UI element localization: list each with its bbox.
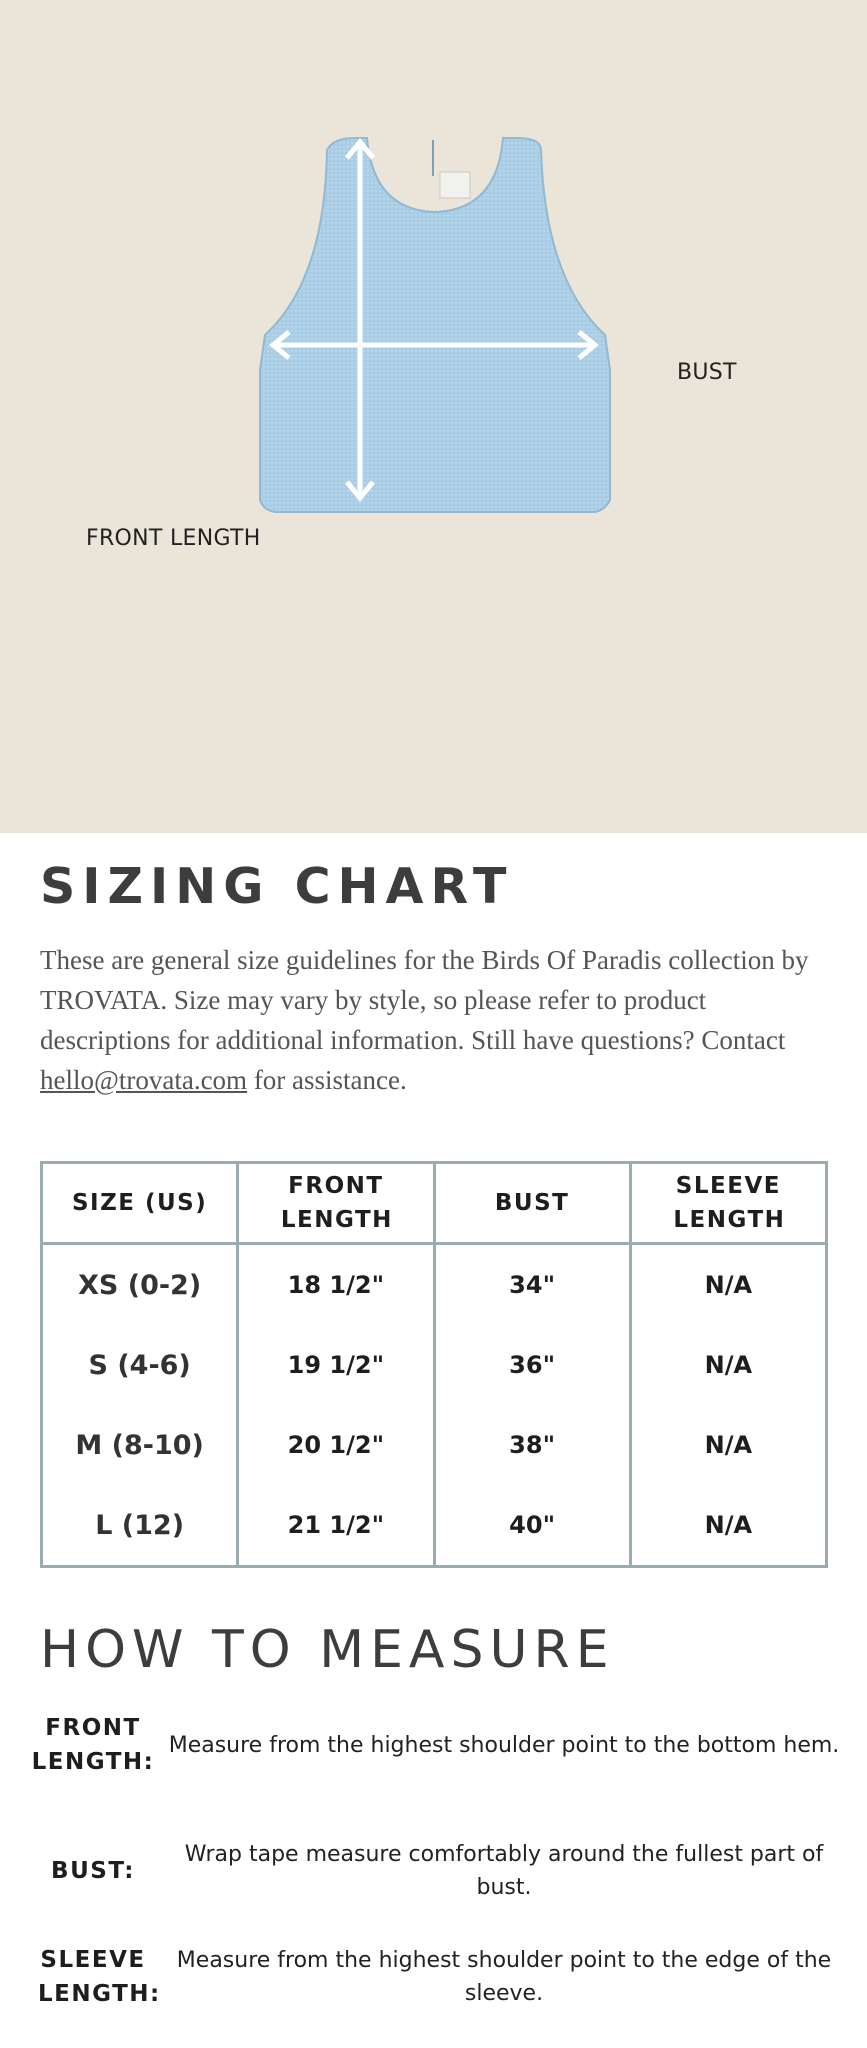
size-cell: M (8-10): [42, 1405, 238, 1485]
table-row: [42, 1325, 827, 1405]
sizing-table: [40, 1161, 828, 1568]
tank-top-illustration: [255, 130, 615, 530]
hero-section: [0, 0, 867, 833]
header-sleeve-length-text: SLEEVE LENGTH: [673, 1173, 786, 1233]
bust-cell: 36": [434, 1325, 630, 1405]
tank-top-body: [260, 138, 610, 512]
measure-label-text: SLEEVE LENGTH:: [38, 1947, 161, 2007]
front-length-cell: 21 1/2": [238, 1485, 434, 1567]
header-front-length: [238, 1163, 434, 1244]
header-sleeve-length: [630, 1163, 826, 1244]
front-length-cell: 19 1/2": [238, 1325, 434, 1405]
front-length-cell: 18 1/2": [238, 1244, 434, 1326]
table-row: [42, 1405, 827, 1485]
size-cell: S (4-6): [42, 1325, 238, 1405]
sleeve-length-cell: N/A: [630, 1405, 826, 1485]
bust-cell: 34": [434, 1244, 630, 1326]
measure-label: FRONT LENGTH:: [31, 1715, 155, 1775]
how-to-measure-title: HOW TO MEASURE: [40, 1620, 615, 1680]
front-length-cell: 20 1/2": [238, 1405, 434, 1485]
contact-email-link[interactable]: hello@trovata.com: [40, 1065, 248, 1095]
sleeve-length-cell: N/A: [630, 1485, 826, 1567]
measure-item-front-length: [28, 1711, 840, 1779]
measure-description: Measure from the highest shoulder point to the bottom hem.: [168, 1732, 840, 1758]
header-bust: BUST: [434, 1163, 630, 1244]
sizing-chart-title: SIZING CHART: [40, 858, 514, 915]
bust-cell: 40": [434, 1485, 630, 1567]
neck-label: [440, 172, 470, 198]
sleeve-length-cell: N/A: [630, 1325, 826, 1405]
measure-item-sleeve-length: [28, 1943, 840, 2011]
front-length-label: FRONT LENGTH: [86, 526, 261, 551]
size-cell: L (12): [42, 1485, 238, 1567]
bust-label: BUST: [677, 360, 737, 385]
measure-description: Measure from the highest shoulder point to the edge of the sleeve.: [176, 1948, 832, 2006]
table-row: [42, 1485, 827, 1567]
sizing-intro: [40, 940, 840, 1100]
bust-cell: 38": [434, 1405, 630, 1485]
size-cell: XS (0-2): [42, 1244, 238, 1326]
intro-text: These are general size guidelines for the Birds Of Paradis collection by TROVATA. Size may vary by style, so please refer to product descriptions for additional information. Still have questions? Contact: [40, 945, 809, 1055]
table-row: [42, 1244, 827, 1326]
header-size: SIZE (US): [42, 1163, 238, 1244]
intro-suffix: for assistance.: [247, 1065, 407, 1095]
header-front-length-text: FRONT LENGTH: [280, 1173, 393, 1233]
sleeve-length-cell: N/A: [630, 1244, 826, 1326]
measure-label: BUST:: [51, 1858, 135, 1884]
measure-label: [28, 1943, 161, 2011]
table-header-row: [42, 1163, 827, 1244]
measure-description: Wrap tape measure comfortably around the fullest part of bust.: [184, 1842, 824, 1900]
measure-item-bust: [28, 1838, 840, 1904]
